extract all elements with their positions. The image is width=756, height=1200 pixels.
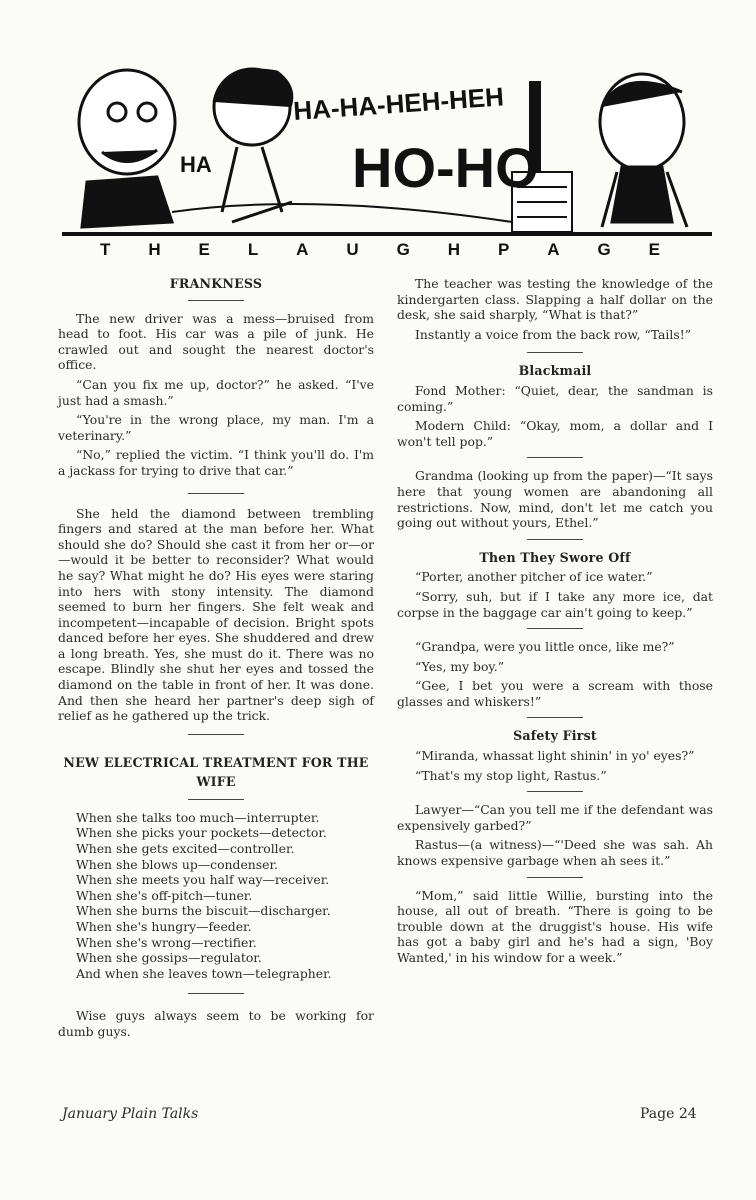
paragraph: “Gee, I bet you were a scream with those glasses and whiskers!” [397, 678, 713, 709]
woman-cartoon [214, 69, 292, 222]
list-item: When she meets you half way—receiver. [76, 872, 330, 888]
list-item: When she burns the biscuit—discharger. [76, 903, 331, 919]
paragraph: Rastus—(a witness)—“'Deed she was sah. Ah knows expensive garbage when ah sees it.” [397, 837, 713, 869]
page-title [100, 240, 660, 260]
paragraph: “Yes, my boy.” [415, 658, 505, 674]
paragraph: “Miranda, whassat light shinin' in yo' eyes?” [415, 748, 695, 764]
list-item: When she's wrong—rectifier. [76, 934, 257, 950]
divider [527, 628, 583, 629]
title-letter: T [100, 240, 111, 259]
paragraph: Lawyer—“Can you tell me if the defendant was expensively garbed?” [397, 802, 713, 833]
list-item: When she's off-pitch—tuner. [76, 887, 253, 903]
divider [188, 734, 244, 735]
title-letter: G [396, 240, 410, 259]
title-letter: A [296, 240, 309, 259]
list-item: And when she leaves town—telegrapher. [76, 965, 332, 981]
paragraph: “Mom,” said little Willie, bursting into the house, all out of breath. “There is going to be trouble down at the druggist's house. His wife has got a baby girl and he's had a sign, 'Boy Wanted,' in his window for a week.” [397, 887, 713, 965]
paragraph: Fond Mother: “Quiet, dear, the sandman is coming.” [397, 382, 713, 414]
paragraph: Instantly a voice from the back row, “Tails!” [415, 326, 692, 342]
list-item: When she gossips—regulator. [76, 950, 262, 966]
list-item: When she gets excited—controller. [76, 841, 295, 857]
list-item: When she picks your pockets—detector. [76, 825, 327, 841]
list-item: When she's hungry—feeder. [76, 919, 252, 934]
frankness-heading: FRANKNESS [169, 276, 263, 291]
blackmail-heading: Blackmail [518, 363, 592, 379]
divider [188, 799, 244, 800]
title-letter: G [597, 240, 611, 259]
paragraph: “Can you fix me up, doctor?” he asked. “I've just had a smash.” [58, 376, 374, 408]
divider [527, 717, 583, 718]
title-letter: L [247, 240, 259, 259]
list-item: When she blows up—condenser. [76, 856, 278, 872]
divider [527, 457, 583, 458]
ha-ha-heh-heh-lettering: HA-HA-HEH-HEH [292, 81, 505, 126]
list-item: When she talks too much—interrupter. [76, 809, 320, 825]
title-letter: E [198, 240, 210, 259]
divider [527, 539, 583, 540]
divider [188, 993, 244, 994]
paragraph: The teacher was testing the knowledge of the kindergarten class. Slapping a half dollar on the desk, she said sharply, “What is that?” [397, 276, 713, 323]
swore-off-heading: Then They Swore Off [479, 549, 631, 565]
title-letter: U [346, 240, 359, 259]
electrical-list [58, 810, 374, 982]
paragraph: Wise guys always seem to be working for dumb guys. [58, 1008, 374, 1039]
title-letter: E [648, 240, 660, 259]
publication-name: January Plain Talks [62, 1106, 199, 1122]
bald-man-cartoon [79, 70, 175, 227]
paragraph: Grandma (looking up from the paper)—“It says here that young women are abandoning all restrictions. Now, mind, don't let me catch you going out without yours, Ethel.” [397, 468, 713, 531]
paragraph: “No,” replied the victim. “I think you'll do. I'm a jackass for trying to drive that car.” [58, 447, 374, 478]
laugh-page-cartoon-banner [62, 62, 712, 242]
ha-lettering: HA [180, 152, 212, 177]
paragraph: “That's my stop light, Rastus.” [415, 767, 607, 783]
paragraph: She held the diamond between trembling fingers and stared at the man before her. What should she do? Should she cast it from her or—or—would it be better to reconsider? What would he say? What might he do? His eyes were staring into hers with stony intensity. The diamond seemed to burn her fingers. She felt weak and incompetent—incapable of decision. Bright spots danced before her eyes. She shuddered and drew a long breath. Yes, she must do it. There was no escape. Blindly she shut her eyes and tossed the diamond on the table in front of her. It was done. And then she heard her partner's deep sigh of relief as he gathered up the trick. [58, 505, 374, 724]
title-letter: H [148, 240, 161, 259]
divider [527, 791, 583, 792]
title-letter: P [497, 240, 510, 259]
divider [188, 493, 244, 494]
man-with-glasses-cartoon [600, 74, 687, 227]
wire-line [172, 204, 512, 222]
divider [527, 352, 583, 353]
paragraph: The new driver was a mess—bruised from head to foot. His car was a pile of junk. He crawled out and sought the nearest doctor's office. [58, 310, 374, 373]
paragraph: “Porter, another pitcher of ice water.” [415, 569, 653, 585]
ho-ho-lettering: HO-HO [352, 136, 539, 199]
divider [527, 877, 583, 878]
title-letter: H [447, 240, 461, 259]
divider [188, 300, 244, 301]
title-letter: A [547, 240, 560, 259]
paragraph: “Grandpa, were you little once, like me?” [415, 639, 675, 655]
paragraph: Modern Child: “Okay, mom, a dollar and I won't tell pop.” [397, 418, 713, 449]
electrical-heading: NEW ELECTRICAL TREATMENT FOR THE WIFE [63, 754, 369, 789]
safety-first-heading: Safety First [513, 728, 597, 744]
page-number: Page 24 [640, 1106, 697, 1122]
right-column [397, 276, 713, 970]
left-column [58, 276, 374, 1044]
paragraph: “You're in the wrong place, my man. I'm a veterinary.” [58, 412, 374, 443]
paragraph: “Sorry, suh, but if I take any more ice, dat corpse in the baggage car ain't going to keep.” [397, 588, 713, 620]
